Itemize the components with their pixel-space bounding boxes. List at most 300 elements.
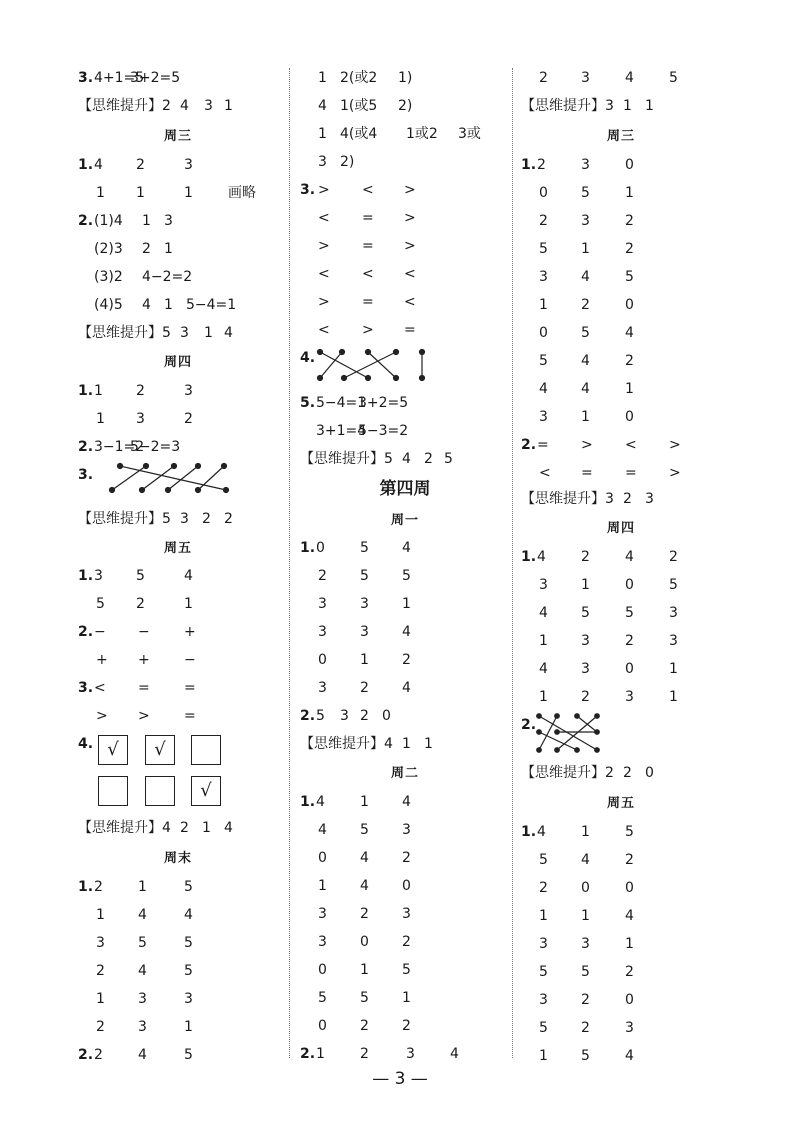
answer-cell: =	[138, 680, 150, 696]
question-number: 2.	[521, 717, 537, 733]
answer-cell: 0	[645, 765, 654, 781]
answer-cell: 5	[136, 568, 145, 584]
answer-cell: 4	[184, 907, 193, 923]
matching-diagram-col2	[316, 344, 436, 384]
answer-cell: 3+2=5	[130, 70, 181, 86]
answer-cell: 0	[318, 1018, 327, 1034]
thinking-boost-answer: 【思维提升】5	[78, 511, 171, 527]
answer-cell: 4	[138, 963, 147, 979]
answer-cell: 3	[581, 70, 590, 86]
answer-cell: =	[581, 465, 593, 481]
answer-cell: 5	[581, 325, 590, 341]
answer-cell: 1	[96, 185, 105, 201]
answer-cell: 2	[96, 963, 105, 979]
thinking-boost-answer: 【思维提升】3	[521, 491, 614, 507]
answer-cell: 0	[625, 992, 634, 1008]
answer-cell: 5	[581, 1048, 590, 1064]
column-divider-2	[512, 68, 513, 1058]
answer-cell: 1	[184, 596, 193, 612]
answer-cell: 0	[402, 878, 411, 894]
question-number: 3.	[78, 467, 94, 483]
answer-cell: 3	[581, 157, 590, 173]
answer-cell: <	[362, 182, 374, 198]
answer-cell: 5	[581, 185, 590, 201]
answer-cell: 2	[539, 880, 548, 896]
answer-cell: 3	[625, 689, 634, 705]
answer-cell: 1	[164, 241, 173, 257]
answer-cell: 3	[581, 633, 590, 649]
answer-cell: 4	[94, 157, 103, 173]
answer-cell: 4	[224, 820, 233, 836]
answer-cell: 3	[539, 269, 548, 285]
question-number: 2.	[300, 708, 316, 724]
answer-cell: 1	[539, 297, 548, 313]
question-number: 2.	[78, 213, 94, 229]
heading-line	[78, 126, 278, 146]
check-box: √	[98, 735, 128, 765]
answer-cell: 1	[625, 936, 634, 952]
answer-cell: 1	[142, 213, 151, 229]
answer-cell: 4	[184, 568, 193, 584]
answer-cell: >	[96, 708, 108, 724]
answer-cell: 1	[625, 381, 634, 397]
answer-cell: 4	[224, 325, 233, 341]
answer-cell: 2	[360, 680, 369, 696]
question-number: 2.	[300, 1046, 316, 1062]
answer-cell: 1	[581, 577, 590, 593]
answer-cell: 0	[625, 157, 634, 173]
section-heading: 周四	[163, 355, 192, 370]
answer-cell: 4(或4	[340, 126, 378, 142]
answer-cell: >	[669, 465, 681, 481]
section-heading: 周四	[606, 521, 635, 536]
answer-cell: 2	[224, 511, 233, 527]
answer-cell: 1	[625, 185, 634, 201]
answer-cell: 2	[581, 1020, 590, 1036]
answer-cell: 0	[382, 708, 391, 724]
answer-cell: 5	[669, 70, 678, 86]
question-number: 5.	[300, 395, 316, 411]
check-box	[191, 735, 221, 765]
answer-cell: 1	[669, 689, 678, 705]
answer-cell: 2	[402, 652, 411, 668]
answer-cell: 3+1=4	[316, 423, 367, 439]
answer-cell: 5	[581, 605, 590, 621]
answer-cell: 0	[625, 661, 634, 677]
answer-cell: 2	[537, 157, 546, 173]
answer-cell: 2	[142, 241, 151, 257]
answer-cell: 2	[581, 549, 590, 565]
section-heading: 周三	[163, 129, 192, 144]
question-number: 2.	[78, 624, 94, 640]
answer-cell: >	[318, 182, 330, 198]
answer-cell: 1	[539, 633, 548, 649]
answer-cell: 3	[318, 596, 327, 612]
answer-cell: 4	[138, 907, 147, 923]
answer-cell: −	[138, 624, 150, 640]
answer-cell: 5	[581, 964, 590, 980]
answer-cell: >	[318, 238, 330, 254]
question-number: 3.	[300, 182, 316, 198]
heading-line	[78, 352, 278, 372]
answer-cell: 5	[318, 990, 327, 1006]
answer-cell: 3	[669, 633, 678, 649]
thinking-boost-answer: 【思维提升】4	[78, 820, 171, 836]
answer-cell: 2	[402, 850, 411, 866]
answer-cell: 2	[581, 992, 590, 1008]
answer-cell: 3	[184, 157, 193, 173]
answer-cell: 2	[581, 297, 590, 313]
answer-cell: 2	[625, 852, 634, 868]
answer-cell: 2	[96, 1019, 105, 1035]
answer-cell: 1	[669, 661, 678, 677]
answer-cell: <	[318, 266, 330, 282]
answer-cell: =	[537, 437, 549, 453]
answer-cell: (1)4	[94, 213, 123, 229]
answer-cell: =	[362, 294, 374, 310]
answer-cell: 5	[539, 241, 548, 257]
answer-cell: 3	[360, 596, 369, 612]
answer-cell: 1	[539, 908, 548, 924]
answer-cell: =	[404, 322, 416, 338]
answer-cell: 3	[180, 325, 189, 341]
answer-cell: 1	[96, 991, 105, 1007]
answer-cell: 4	[625, 908, 634, 924]
answer-cell: 4	[539, 381, 548, 397]
answer-cell: 1	[539, 1048, 548, 1064]
answer-cell: 2	[625, 633, 634, 649]
answer-cell: 4	[180, 98, 189, 114]
question-number: 1.	[521, 824, 537, 840]
week-title: 第四周	[379, 479, 431, 499]
answer-cell: 1	[402, 990, 411, 1006]
question-number: 4.	[78, 736, 94, 752]
answer-cell: 2	[539, 213, 548, 229]
section-heading: 周二	[390, 766, 419, 781]
answer-cell: =	[362, 238, 374, 254]
answer-cell: 2	[623, 765, 632, 781]
answer-cell: 3+2=5	[358, 395, 409, 411]
answer-cell: 4	[537, 824, 546, 840]
answer-cell: +	[138, 652, 150, 668]
answer-cell: 2	[623, 491, 632, 507]
question-number: 1.	[78, 157, 94, 173]
answer-cell: 3	[539, 577, 548, 593]
answer-cell: 5	[539, 964, 548, 980]
answer-cell: >	[404, 182, 416, 198]
answer-cell: 5−2=3	[130, 439, 181, 455]
thinking-boost-answer: 【思维提升】2	[78, 98, 171, 114]
answer-cell: 2(或2	[340, 70, 378, 86]
answer-cell: 0	[318, 850, 327, 866]
answer-cell: <	[539, 465, 551, 481]
answer-cell: 3	[318, 906, 327, 922]
answer-cell: 4	[581, 381, 590, 397]
answer-cell: 1	[184, 185, 193, 201]
answer-cell: 2	[669, 549, 678, 565]
answer-cell: <	[404, 266, 416, 282]
answer-cell: 5	[360, 822, 369, 838]
answer-cell: 0	[539, 185, 548, 201]
answer-cell: 5−4=1	[186, 297, 237, 313]
answer-cell: 3	[539, 409, 548, 425]
answer-cell: 3	[318, 934, 327, 950]
question-number: 2.	[78, 1047, 94, 1063]
answer-cell: 4	[581, 269, 590, 285]
answer-cell: 2	[136, 596, 145, 612]
answer-cell: 3	[360, 624, 369, 640]
answer-cell: 4	[318, 98, 327, 114]
answer-cell: 1	[360, 962, 369, 978]
thinking-boost-answer: 【思维提升】3	[521, 98, 614, 114]
question-number: 1.	[300, 794, 316, 810]
answer-cell: 2	[581, 689, 590, 705]
answer-cell: 2	[625, 353, 634, 369]
answer-cell: 3−1=2	[94, 439, 145, 455]
answer-cell: 3	[581, 936, 590, 952]
question-number: 1.	[521, 157, 537, 173]
answer-cell: 4	[625, 1048, 634, 1064]
answer-cell: 2	[625, 213, 634, 229]
answer-cell: 4	[360, 878, 369, 894]
answer-cell: 1	[581, 908, 590, 924]
answer-cell: 2	[360, 1018, 369, 1034]
answer-cell: 2)	[340, 154, 355, 170]
answer-cell: 4	[316, 794, 325, 810]
answer-cell: >	[669, 437, 681, 453]
answer-cell: 3	[406, 1046, 415, 1062]
answer-cell: >	[318, 294, 330, 310]
answer-cell: 0	[318, 652, 327, 668]
answer-cell: 5	[184, 879, 193, 895]
answer-cell: 5	[402, 962, 411, 978]
answer-cell: <	[94, 680, 106, 696]
answer-cell: 4	[581, 852, 590, 868]
heading-line	[78, 848, 278, 868]
answer-cell: 4−2=2	[142, 269, 193, 285]
answer-cell: <	[362, 266, 374, 282]
answer-cell: 5−4=1	[316, 395, 367, 411]
heading-line	[521, 126, 721, 146]
answer-cell: 5	[138, 935, 147, 951]
question-number: 2.	[78, 439, 94, 455]
answer-cell: 1	[539, 689, 548, 705]
check-box: √	[191, 776, 221, 806]
answer-cell: 3	[136, 411, 145, 427]
answer-cell: 5	[539, 353, 548, 369]
answer-cell: 5	[184, 963, 193, 979]
answer-cell: 0	[625, 409, 634, 425]
answer-cell: 1	[402, 736, 411, 752]
answer-cell: 1	[402, 596, 411, 612]
answer-cell: >	[404, 210, 416, 226]
question-number: 1.	[78, 383, 94, 399]
answer-cell: 1	[645, 98, 654, 114]
answer-cell: =	[362, 210, 374, 226]
answer-cell: 3	[581, 661, 590, 677]
answer-cell: 3	[96, 935, 105, 951]
answer-cell: 5	[539, 852, 548, 868]
answer-cell: 2	[625, 241, 634, 257]
answer-cell: 3	[184, 991, 193, 1007]
answer-cell: 2	[402, 1018, 411, 1034]
answer-cell: 2	[180, 820, 189, 836]
answer-cell: 2	[402, 934, 411, 950]
question-number: 3.	[78, 70, 94, 86]
answer-cell: 5	[539, 1020, 548, 1036]
answer-cell: 1	[96, 907, 105, 923]
answer-cell: 5	[402, 568, 411, 584]
answer-cell: 1	[184, 1019, 193, 1035]
answer-cell: 4	[625, 325, 634, 341]
heading-line	[521, 793, 721, 813]
heading-line	[300, 479, 510, 499]
answer-cell: 1)	[398, 70, 413, 86]
question-number: 1.	[521, 549, 537, 565]
answer-cell: 0	[316, 540, 325, 556]
answer-cell: 5	[96, 596, 105, 612]
answer-cell: −	[184, 652, 196, 668]
question-number: 1.	[78, 568, 94, 584]
answer-cell: <	[318, 210, 330, 226]
answer-cell: (3)2	[94, 269, 123, 285]
answer-cell: 画略	[228, 185, 256, 201]
answer-cell: 2)	[398, 98, 413, 114]
answer-cell: 1	[136, 185, 145, 201]
question-number: 1.	[78, 879, 94, 895]
matching-diagram-col1	[98, 460, 238, 500]
answer-cell: 4	[625, 549, 634, 565]
answer-cell: 1	[581, 241, 590, 257]
answer-cell: =	[625, 465, 637, 481]
section-heading: 周一	[390, 513, 419, 528]
answer-cell: 1	[318, 878, 327, 894]
answer-cell: 5−3=2	[358, 423, 409, 439]
answer-cell: 3	[625, 1020, 634, 1036]
heading-line	[521, 518, 721, 538]
answer-cell: 0	[539, 325, 548, 341]
answer-cell: 1	[318, 126, 327, 142]
question-number: 3.	[78, 680, 94, 696]
answer-cell: 4	[537, 549, 546, 565]
section-heading: 周五	[163, 541, 192, 556]
answer-cell: 1	[424, 736, 433, 752]
check-box	[145, 776, 175, 806]
answer-cell: 1	[623, 98, 632, 114]
answer-cell: 1	[224, 98, 233, 114]
question-number: 2.	[521, 437, 537, 453]
answer-cell: 3	[164, 213, 173, 229]
answer-cell: 5	[184, 1047, 193, 1063]
check-box: √	[145, 735, 175, 765]
answer-cell: 4	[402, 624, 411, 640]
answer-cell: 1	[581, 409, 590, 425]
answer-cell: 1(或5	[340, 98, 378, 114]
section-heading: 周三	[606, 129, 635, 144]
answer-cell: 3	[539, 936, 548, 952]
answer-cell: 2	[360, 906, 369, 922]
answer-cell: 2	[318, 568, 327, 584]
answer-cell: 2	[136, 157, 145, 173]
answer-cell: 0	[625, 880, 634, 896]
answer-cell: 4	[360, 850, 369, 866]
matching-diagram-col3	[535, 712, 615, 756]
answer-cell: 2	[424, 451, 433, 467]
answer-cell: 3	[539, 992, 548, 1008]
answer-cell: 5	[184, 935, 193, 951]
page-number: — 3 —	[372, 1069, 428, 1089]
answer-cell: 2	[94, 1047, 103, 1063]
answer-cell: 3	[340, 708, 349, 724]
answer-cell: 0	[625, 297, 634, 313]
answer-cell: 2	[184, 411, 193, 427]
answer-cell: 5	[444, 451, 453, 467]
answer-cell: >	[581, 437, 593, 453]
answer-cell: >	[404, 238, 416, 254]
question-number: 4.	[300, 350, 316, 366]
heading-line	[300, 763, 510, 783]
question-number: 1.	[300, 540, 316, 556]
answer-cell: 1	[318, 70, 327, 86]
answer-cell: 4	[581, 353, 590, 369]
answer-cell: 1	[316, 1046, 325, 1062]
column-divider-1	[289, 68, 290, 1058]
answer-cell: 0	[581, 880, 590, 896]
answer-cell: 3	[318, 154, 327, 170]
answer-cell: 5	[316, 708, 325, 724]
answer-cell: (2)3	[94, 241, 123, 257]
answer-cell: 1	[94, 383, 103, 399]
answer-cell: 4	[539, 661, 548, 677]
answer-cell: 0	[625, 577, 634, 593]
check-box	[98, 776, 128, 806]
answer-cell: 2	[539, 70, 548, 86]
answer-cell: 0	[318, 962, 327, 978]
answer-cell: 3	[645, 491, 654, 507]
answer-cell: 5	[625, 605, 634, 621]
answer-cell: 3	[204, 98, 213, 114]
answer-cell: 4	[402, 794, 411, 810]
answer-cell: =	[184, 680, 196, 696]
answer-cell: 1	[204, 325, 213, 341]
answer-cell: 2	[94, 879, 103, 895]
answer-cell: 2	[360, 708, 369, 724]
answer-cell: 1	[360, 652, 369, 668]
answer-cell: 3	[138, 1019, 147, 1035]
heading-line	[300, 510, 510, 530]
section-heading: 周五	[606, 796, 635, 811]
answer-cell: 5	[360, 568, 369, 584]
answer-cell: 4+1=5	[94, 70, 145, 86]
answer-cell: 3或	[458, 126, 481, 142]
answer-cell: 1	[96, 411, 105, 427]
answer-cell: 3	[402, 822, 411, 838]
answer-cell: 3	[318, 624, 327, 640]
answer-cell: +	[96, 652, 108, 668]
answer-cell: >	[362, 322, 374, 338]
answer-cell: 4	[142, 297, 151, 313]
answer-cell: 2	[136, 383, 145, 399]
answer-cell: −	[94, 624, 106, 640]
answer-cell: 5	[669, 577, 678, 593]
answer-cell: 4	[450, 1046, 459, 1062]
answer-cell: 3	[94, 568, 103, 584]
section-heading: 周末	[163, 851, 192, 866]
answer-cell: 4	[402, 540, 411, 556]
answer-cell: 1	[360, 794, 369, 810]
answer-cell: 4	[318, 822, 327, 838]
heading-line	[78, 538, 278, 558]
